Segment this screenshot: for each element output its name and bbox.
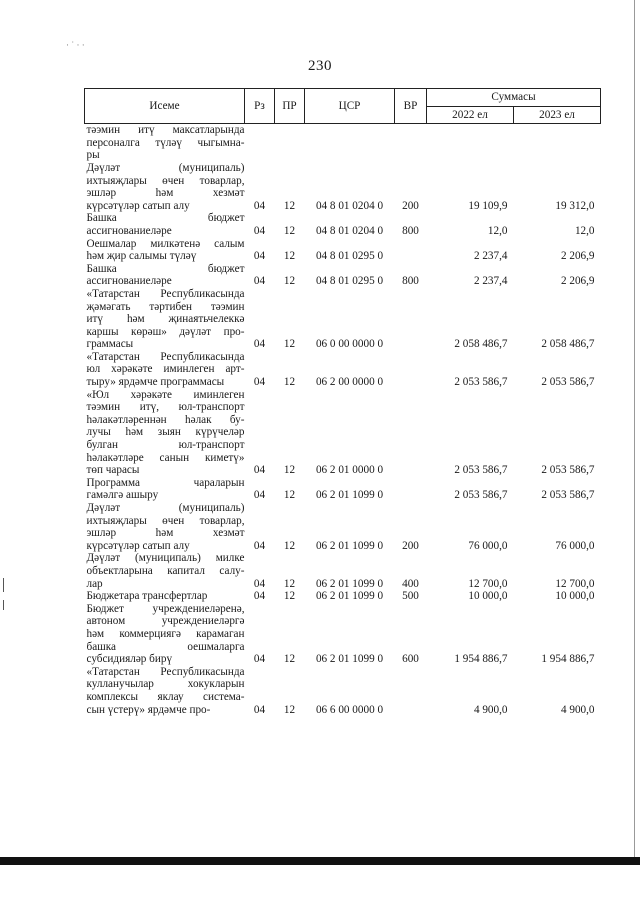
row-pr: 12 (283, 577, 296, 590)
row-name (85, 502, 245, 552)
table-row (85, 162, 601, 212)
row-name (85, 162, 245, 212)
row-rz: 04 (253, 275, 266, 288)
row-pr: 12 (283, 250, 296, 263)
row-csr: 06 2 00 0000 0 (315, 376, 384, 389)
row-csr (305, 124, 395, 162)
row-y2023: 2 206,9 (560, 250, 595, 263)
row-y2022: 2 237,4 (473, 275, 508, 288)
row-y2023: 12 700,0 (555, 577, 595, 590)
row-name-line: «Татарстан Республикасында (86, 665, 245, 678)
scan-edge-line (634, 0, 635, 860)
row-csr: 06 2 01 1099 0 (315, 489, 384, 502)
row-y2022: 2 237,4 (473, 250, 508, 263)
row-y2023: 2 053 586,7 (541, 489, 595, 502)
row-name-line: Башка бюджет (86, 262, 245, 275)
row-name (85, 212, 245, 237)
row-name-line: Бюджетара трансфертлар (86, 590, 208, 603)
row-name (85, 124, 245, 162)
row-y2022: 12 700,0 (468, 577, 508, 590)
row-vr: 500 (402, 590, 419, 603)
row-name-line: эшләр һәм хезмәт (86, 187, 245, 200)
row-rz: 04 (253, 338, 266, 351)
row-name-line: «Татарстан Республикасында (86, 350, 245, 363)
row-name (85, 603, 245, 666)
table-row (85, 389, 601, 477)
row-y2023: 10 000,0 (555, 590, 595, 603)
row-name-line: субсидияләр бирү (86, 653, 173, 666)
row-csr: 06 6 00 0000 0 (315, 703, 384, 716)
row-pr: 12 (283, 224, 296, 237)
row-y2023: 4 900,0 (560, 703, 595, 716)
row-name-line: тәэмин итү, юл-транспорт (86, 401, 245, 414)
scan-margin-mark (3, 600, 4, 610)
scan-bottom-edge (0, 857, 640, 865)
row-name (85, 238, 245, 263)
budget-table (84, 88, 601, 716)
row-pr (275, 124, 305, 162)
row-name-line: каршы көрәш» дәүләт про- (86, 325, 245, 338)
row-rz: 04 (253, 577, 266, 590)
row-name-line: ассигнованиеләре (86, 275, 172, 288)
table-row (85, 238, 601, 263)
page-number: 230 (308, 58, 332, 74)
row-name (85, 263, 245, 288)
table-row (85, 124, 601, 162)
row-name-line: лучы һәм зыян күрүчеләр (86, 426, 245, 439)
row-csr: 06 2 01 1099 0 (315, 653, 384, 666)
row-pr: 12 (283, 338, 296, 351)
table-row (85, 502, 601, 552)
row-name-line: Дәүләт (муниципаль) (86, 502, 245, 514)
row-name (85, 351, 245, 389)
row-name-line: персоналга түләү чыгымна- (86, 136, 245, 149)
row-vr (395, 477, 427, 502)
row-rz: 04 (253, 199, 266, 212)
table-row (85, 351, 601, 389)
row-name-line: ихтыяҗлары өчен товарлар, (86, 174, 245, 187)
row-vr: 800 (402, 224, 419, 237)
table-row (85, 552, 601, 590)
row-name-line: һәм җир салымы түләү (86, 250, 197, 263)
header-vr: ВР (395, 89, 427, 124)
row-pr: 12 (283, 275, 296, 288)
row-name-line: «Юл хәрәкәте иминлеген (86, 388, 245, 401)
row-name-line: башка оешмаларга (86, 640, 245, 653)
row-name-line: эшләр һәм хезмәт (86, 527, 245, 540)
row-rz: 04 (253, 539, 266, 552)
row-name-line: күрсәтүләр сатып алу (86, 539, 190, 552)
row-name-line: автоном учреждениеләргә (86, 615, 245, 628)
row-pr: 12 (283, 464, 296, 477)
table-row (85, 666, 601, 716)
row-rz: 04 (253, 464, 266, 477)
row-name-line: җәмәгать тәртибен тәэмин (86, 300, 245, 313)
row-y2023: 1 954 886,7 (541, 653, 595, 666)
row-name-line: тыру» ярдәмче программасы (86, 376, 225, 389)
row-y2023: 19 312,0 (555, 199, 595, 212)
row-name-line: һәлакәтләреннән һәлак бу- (86, 413, 245, 426)
scan-specks: · ˙ · · (66, 40, 85, 50)
row-name-line: сын үстерү» ярдәмче про- (86, 703, 211, 716)
row-csr: 06 2 01 0000 0 (315, 464, 384, 477)
row-y2022: 2 053 586,7 (454, 376, 508, 389)
row-name-line: юл хәрәкәте иминлеген арт- (86, 363, 245, 376)
row-csr: 06 2 01 1099 0 (315, 577, 384, 590)
table-header (85, 89, 601, 124)
row-name-line: Дәүләт (муниципаль) (86, 161, 245, 174)
row-y2022: 1 954 886,7 (454, 653, 508, 666)
row-vr (395, 666, 427, 716)
row-csr: 04 8 01 0204 0 (315, 199, 384, 212)
row-y2022 (427, 124, 514, 162)
row-rz: 04 (253, 590, 266, 603)
row-pr: 12 (283, 199, 296, 212)
table-row (85, 288, 601, 351)
row-rz: 04 (253, 489, 266, 502)
row-name-line: тәэмин итү максатларында (86, 124, 245, 137)
row-name (85, 288, 245, 351)
row-y2022: 76 000,0 (468, 539, 508, 552)
row-csr: 04 8 01 0204 0 (315, 224, 384, 237)
row-y2023: 12,0 (574, 224, 595, 237)
table-row (85, 590, 601, 603)
table-row (85, 212, 601, 237)
row-name-line: граммасы (86, 338, 134, 351)
row-name-line: ихтыяҗлары өчен товарлар, (86, 514, 245, 527)
row-vr: 200 (402, 199, 419, 212)
row-vr: 200 (402, 539, 419, 552)
row-rz: 04 (253, 376, 266, 389)
row-vr: 800 (402, 275, 419, 288)
header-year-2022: 2022 ел (427, 106, 514, 124)
row-y2022: 2 058 486,7 (454, 338, 508, 351)
row-pr: 12 (283, 653, 296, 666)
row-vr (395, 238, 427, 263)
row-csr: 06 2 01 1099 0 (315, 590, 384, 603)
row-name-line: лар (86, 577, 103, 590)
row-name (85, 477, 245, 502)
header-rz: Рз (245, 89, 275, 124)
table-body (85, 124, 601, 716)
row-name-line: күрсәтүләр сатып алу (86, 199, 190, 212)
row-vr: 600 (402, 653, 419, 666)
row-y2023: 2 053 586,7 (541, 376, 595, 389)
row-y2023: 2 058 486,7 (541, 338, 595, 351)
row-name-line: кулланучылар хокукларын (86, 678, 245, 691)
row-vr (395, 389, 427, 477)
header-year-2023: 2023 ел (514, 106, 601, 124)
header-csr: ЦСР (305, 89, 395, 124)
row-name-line: һәлакәтләре санын киметү» (86, 451, 245, 464)
header-name: Исеме (85, 89, 245, 124)
row-csr: 06 0 00 0000 0 (315, 338, 384, 351)
row-name-line: ассигнованиеләре (86, 224, 172, 237)
row-rz: 04 (253, 224, 266, 237)
row-rz: 04 (253, 653, 266, 666)
row-y2022: 12,0 (487, 224, 508, 237)
row-pr: 12 (283, 590, 296, 603)
row-csr: 06 2 01 1099 0 (315, 539, 384, 552)
header-sums: Суммасы (427, 89, 601, 107)
row-csr: 04 8 01 0295 0 (315, 275, 384, 288)
row-name-line: Башка бюджет (86, 212, 245, 225)
row-name-line: төп чарасы (86, 464, 140, 477)
row-y2022: 10 000,0 (468, 590, 508, 603)
row-y2022: 2 053 586,7 (454, 464, 508, 477)
row-name-line: итү һәм җинаятьчелеккә (86, 313, 245, 326)
row-pr: 12 (283, 703, 296, 716)
row-y2023 (514, 124, 601, 162)
row-name (85, 590, 245, 603)
row-pr: 12 (283, 539, 296, 552)
row-name-line: Дәүләт (муниципаль) милке (86, 552, 245, 565)
row-rz: 04 (253, 703, 266, 716)
row-name-line: Оешмалар милкәтенә салым (86, 237, 245, 250)
row-name-line: комплексы яклау система- (86, 690, 245, 703)
row-rz (245, 124, 275, 162)
row-vr (395, 351, 427, 389)
row-name (85, 552, 245, 590)
row-name-line: Бюджет учреждениеләренә, (86, 602, 245, 615)
scan-margin-mark (3, 578, 4, 592)
row-vr: 400 (402, 577, 419, 590)
row-rz: 04 (253, 250, 266, 263)
row-name-line: һәм коммерциягә карамаган (86, 627, 245, 640)
row-name-line: булган юл-транспорт (86, 439, 245, 452)
row-name-line: гамәлгә ашыру (86, 489, 159, 502)
row-y2023: 2 206,9 (560, 275, 595, 288)
table-row (85, 263, 601, 288)
row-y2022: 4 900,0 (473, 703, 508, 716)
row-name (85, 389, 245, 477)
row-name-line: объектларына капитал салу- (86, 564, 245, 577)
row-y2022: 2 053 586,7 (454, 489, 508, 502)
header-pr: ПР (275, 89, 305, 124)
table-row (85, 603, 601, 666)
row-name-line: ры (86, 149, 100, 162)
row-name (85, 666, 245, 716)
table-row (85, 477, 601, 502)
row-name-line: «Татарстан Республикасында (86, 287, 245, 300)
row-vr (395, 288, 427, 351)
row-y2023: 76 000,0 (555, 539, 595, 552)
row-y2022: 19 109,9 (468, 199, 508, 212)
row-pr: 12 (283, 489, 296, 502)
row-name-line: Программа чараларын (86, 476, 245, 489)
row-y2023: 2 053 586,7 (541, 464, 595, 477)
row-vr (395, 124, 427, 162)
row-pr: 12 (283, 376, 296, 389)
row-csr: 04 8 01 0295 0 (315, 250, 384, 263)
